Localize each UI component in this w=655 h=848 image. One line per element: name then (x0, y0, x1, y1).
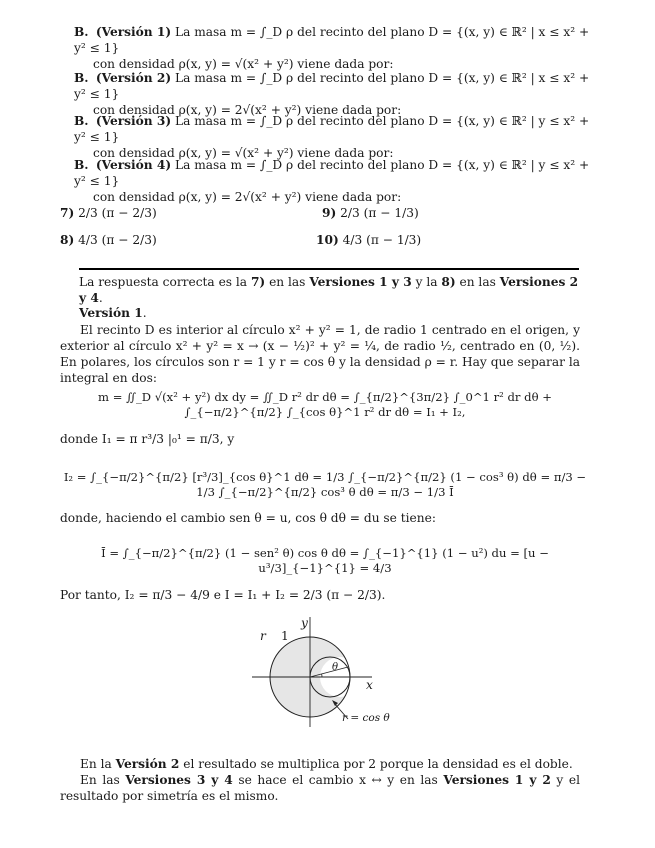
version-line1: La masa m = ∫_D ρ del recinto del plano D = {(x, y) ∈ ℝ² | x ≤ x² + y² ≤ 1} (74, 71, 590, 102)
text: . (98, 291, 103, 306)
answer-7 (60, 205, 157, 221)
label-x: x (366, 678, 373, 692)
item-letter: B. (74, 71, 89, 85)
answer-expr: 4/3 (π − 2/3) (78, 233, 157, 247)
versions-ref: Versiones 1 y 2 (443, 773, 551, 787)
version-line1: La masa m = ∫_D ρ del recinto del plano D = {(x, y) ∈ ℝ² | x ≤ x² + y² ≤ 1} (74, 25, 590, 56)
item-letter: B. (74, 25, 89, 39)
version-line2: con densidad ρ(x, y) = √(x² + y²) viene dada por: (93, 146, 394, 161)
answer-8 (60, 232, 157, 248)
solution-paragraph-3: donde, haciendo el cambio sen θ = u, cos θ dθ = du se tiene: (60, 511, 436, 525)
text: En las (80, 773, 126, 787)
label-r-cos-theta: r = cos θ (342, 712, 390, 724)
answer-number: 10) (316, 233, 339, 247)
version-title: (Versión 2) (95, 71, 172, 85)
versions-ref: Versiones 1 y 3 (309, 275, 412, 289)
versions-ref: Versiones 2 y 4 (79, 275, 579, 306)
answer-9 (322, 205, 419, 221)
item-letter: B. (74, 158, 89, 172)
version-line2: con densidad ρ(x, y) = 2√(x² + y²) viene dada por: (93, 103, 402, 118)
solution-paragraph-4: Por tanto, I₂ = π/3 − 4/9 e I = I₁ + I₂ = 2/3 (π − 2/3). (60, 588, 386, 602)
answer-expr: 2/3 (π − 1/3) (340, 206, 419, 220)
text: La respuesta correcta es la (79, 275, 251, 289)
text: se hace el cambio x ↔ y en las (232, 773, 444, 787)
version-ref: Versión 2 (115, 757, 180, 771)
versions-ref: Versiones 3 y 4 (125, 773, 233, 787)
item-letter: B. (74, 114, 89, 128)
equation-ibar: Ī = ∫_{−π/2}^{π/2} (1 − sen² θ) cos θ dθ = ∫_{−1}^{1} (1 − u²) du = [u − u³/3]_{−1}^{1} = 4/3 (101, 546, 549, 576)
answer-number: 9) (322, 206, 337, 220)
version-line2: con densidad ρ(x, y) = 2√(x² + y²) viene dada por: (93, 190, 402, 205)
solution-paragraph-5 (60, 756, 580, 772)
label-theta: θ (332, 662, 339, 673)
version-title: (Versión 4) (95, 158, 172, 172)
label-one: 1 (281, 629, 289, 643)
text: y la (411, 275, 442, 289)
version-item-2 (74, 70, 594, 118)
solution-heading (79, 305, 147, 321)
version-title: (Versión 3) (95, 114, 172, 128)
equation-i2: I₂ = ∫_{−π/2}^{π/2} [r³/3]_{cos θ}^1 dθ = 1/3 ∫_{−π/2}^{π/2} (1 − cos³ θ) dθ = π/3 − 1/3 ∫_{−π/2}^{π/2} cos³ θ dθ = π/3 − 1/3 Ī (63, 470, 587, 500)
separator-rule (79, 268, 579, 270)
equation-mass: m = ∬_D √(x² + y²) dx dy = ∬_D r² dr dθ = ∫_{π/2}^{3π/2} ∫_0^1 r² dr dθ + ∫_{−π/2}^{π/2} ∫_{cos θ}^1 r² dr dθ = I₁ + I₂, (98, 390, 552, 420)
text: y el resultado por simetría es el mismo. (60, 773, 580, 804)
label-y: y (301, 616, 308, 630)
answer-10 (316, 232, 421, 248)
answer-ref: 7) (250, 275, 266, 289)
answer-ref: 8) (441, 275, 456, 289)
answer-expr: 4/3 (π − 1/3) (342, 233, 422, 247)
version-item-1 (74, 24, 594, 72)
correct-answer-line (79, 274, 589, 306)
version-line1: La masa m = ∫_D ρ del recinto del plano D = {(x, y) ∈ ℝ² | y ≤ x² + y² ≤ 1} (74, 114, 590, 145)
polar-region-figure (250, 615, 400, 737)
heading-text: Versión 1 (79, 306, 143, 320)
solution-paragraph-6 (60, 772, 580, 804)
answer-expr: 2/3 (π − 2/3) (78, 206, 157, 220)
solution-paragraph-1: El recinto D es interior al círculo x² + y² = 1, de radio 1 centrado en el origen, y exterior al círculo x² + y² = x → (x − ½)² + y² = ¼, de radio ½, centrado en (0, ½). En polares, los círculos son r = 1 y r = cos θ y la densidad ρ = r. Hay que separar la integral en dos: (60, 323, 580, 386)
text: En la (80, 757, 116, 771)
text: en las (265, 275, 310, 289)
version-title: (Versión 1) (95, 25, 172, 39)
answer-number: 7) (60, 206, 75, 220)
solution-paragraph-2: donde I₁ = π r³/3 |₀¹ = π/3, y (60, 432, 235, 446)
version-item-3 (74, 113, 594, 161)
text: en las (455, 275, 500, 289)
text: el resultado se multiplica por 2 porque la densidad es el doble. (179, 757, 573, 771)
version-line1: La masa m = ∫_D ρ del recinto del plano D = {(x, y) ∈ ℝ² | y ≤ x² + y² ≤ 1} (74, 158, 590, 189)
answer-number: 8) (60, 233, 75, 247)
version-item-4 (74, 157, 594, 205)
heading-period: . (142, 306, 147, 320)
version-line2: con densidad ρ(x, y) = √(x² + y²) viene dada por: (93, 57, 394, 72)
label-r: r (260, 629, 266, 643)
